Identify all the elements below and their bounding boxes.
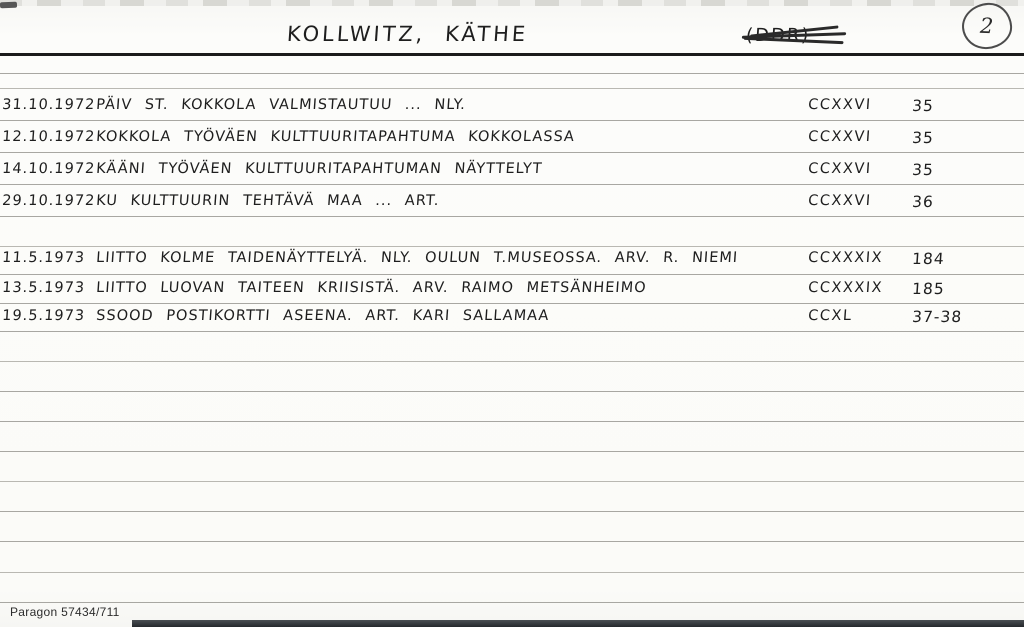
entry-text: SSOOD POSTIKORTTI ASEENA. ART. KARI SALLAMAA xyxy=(95,308,550,324)
ruled-line xyxy=(0,421,1024,422)
entry-date: 29.10.1972 xyxy=(1,193,96,209)
ruled-line xyxy=(0,303,1024,304)
entry-volume: CCXXVI xyxy=(807,193,873,209)
entry-row xyxy=(0,280,1024,302)
entry-volume: CCXXXIX xyxy=(807,280,884,296)
entry-row xyxy=(0,129,1024,151)
entry-volume: CCXXXIX xyxy=(807,250,884,266)
entry-date: 12.10.1972 xyxy=(1,129,96,145)
ruled-line xyxy=(0,246,1024,247)
entry-page: 35 xyxy=(911,97,935,115)
entry-page: 35 xyxy=(911,129,935,147)
entry-text: KU KULTTUURIN TEHTÄVÄ MAA ... ART. xyxy=(95,193,441,209)
entry-volume: CCXL xyxy=(807,308,854,324)
crossed-out-text xyxy=(745,25,811,46)
ruled-line xyxy=(0,88,1024,89)
entry-page: 35 xyxy=(911,161,935,179)
entry-page: 184 xyxy=(911,250,946,268)
footer-imprint: Paragon 57434/711 xyxy=(10,605,120,619)
ruled-line xyxy=(0,602,1024,603)
entry-date: 31.10.1972 xyxy=(1,97,96,113)
ruled-line xyxy=(0,391,1024,392)
entry-page: 37-38 xyxy=(911,308,963,326)
entry-row xyxy=(0,308,1024,330)
entry-volume: CCXXVI xyxy=(807,97,873,113)
entry-page: 185 xyxy=(911,280,946,298)
entry-date: 14.10.1972 xyxy=(1,161,96,177)
entry-text: LIITTO KOLME TAIDENÄYTTELYÄ. NLY. OULUN T.MUSEOSSA. ARV. R. NIEMI xyxy=(95,250,739,266)
ruled-line xyxy=(0,120,1024,121)
ruled-line xyxy=(0,274,1024,275)
page-number: 2 xyxy=(979,13,995,39)
ruled-line xyxy=(0,184,1024,185)
ruled-line xyxy=(0,572,1024,573)
entry-page: 36 xyxy=(911,193,935,211)
scan-mark-top-left xyxy=(0,2,17,9)
ruled-line xyxy=(0,73,1024,74)
scan-edge-top xyxy=(0,0,1024,6)
page-number-badge xyxy=(960,1,1013,50)
entry-text: KÄÄNI TYÖVÄEN KULTTUURITAPAHTUMAN NÄYTTELYT xyxy=(95,161,544,177)
entry-date: 19.5.1973 xyxy=(1,308,86,324)
entry-date: 13.5.1973 xyxy=(1,280,86,296)
ruled-line xyxy=(0,451,1024,452)
entry-row xyxy=(0,97,1024,119)
scan-edge-bottom xyxy=(132,620,1024,627)
entry-row xyxy=(0,161,1024,183)
header-rule xyxy=(0,53,1024,56)
ruled-line xyxy=(0,216,1024,217)
entry-row xyxy=(0,250,1024,272)
ruled-line xyxy=(0,511,1024,512)
entry-text: PÄIV ST. KOKKOLA VALMISTAUTUU ... NLY. xyxy=(95,97,467,113)
ruled-line xyxy=(0,152,1024,153)
entry-date: 11.5.1973 xyxy=(1,250,86,266)
ruled-line xyxy=(0,361,1024,362)
ruled-line xyxy=(0,541,1024,542)
entry-row xyxy=(0,193,1024,215)
entry-volume: CCXXVI xyxy=(807,129,873,145)
entry-text: LIITTO LUOVAN TAITEEN KRIISISTÄ. ARV. RAIMO METSÄNHEIMO xyxy=(95,280,648,296)
ruled-line xyxy=(0,481,1024,482)
entry-text: KOKKOLA TYÖVÄEN KULTTUURITAPAHTUMA KOKKOLASSA xyxy=(95,129,576,145)
ruled-line xyxy=(0,331,1024,332)
entry-volume: CCXXVI xyxy=(807,161,873,177)
card-title: KOLLWITZ, KÄTHE xyxy=(286,22,530,46)
